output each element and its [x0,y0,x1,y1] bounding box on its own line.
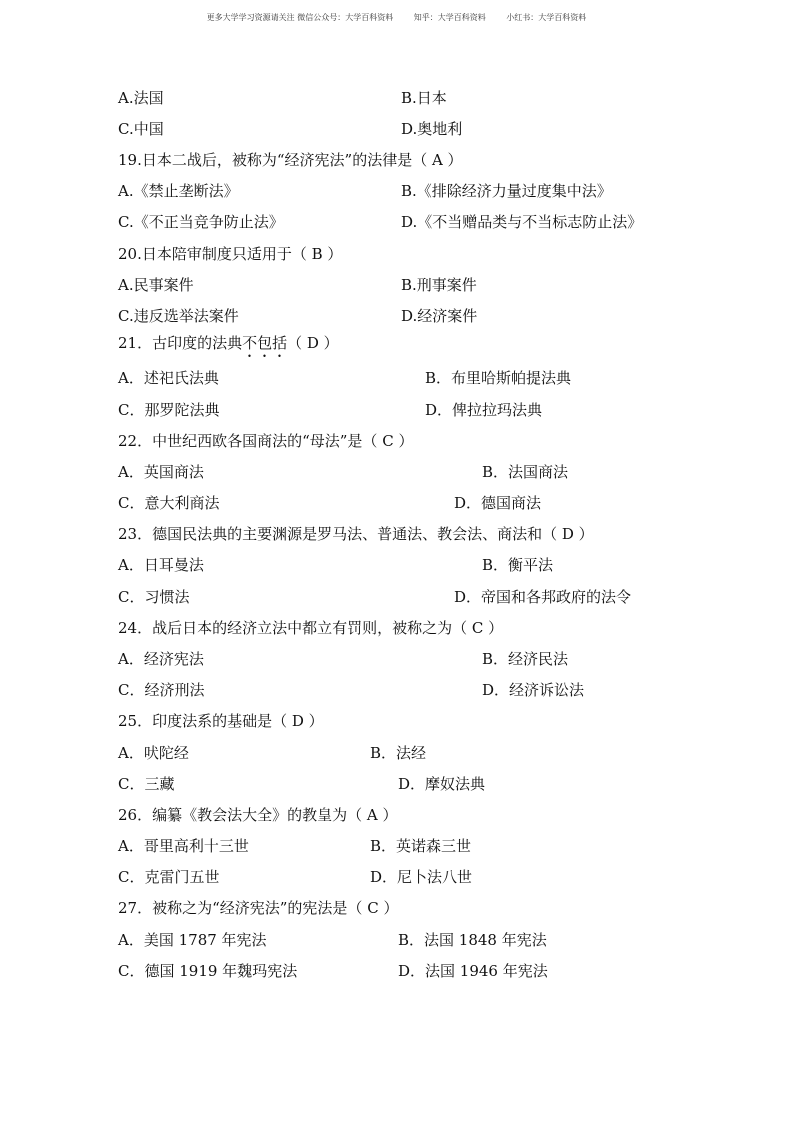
option-d: D.经济案件 [401,307,478,325]
option-a: A．日耳曼法 [118,556,204,574]
option-a: A.《禁止垄断法》 [118,182,239,200]
question-21-text: 21．古印度的法典 [118,334,243,352]
option-b: B．法国商法 [482,463,569,481]
option-c: C．习惯法 [118,588,190,606]
option-d: D．俾拉拉玛法典 [425,401,543,419]
question-25: 25．印度法系的基础是（ D ） [118,712,324,730]
option-a: A．英国商法 [118,463,204,481]
option-b: B.日本 [401,89,447,107]
option-a: A．美国 1787 年宪法 [118,931,267,949]
option-c: C.《不正当竞争防止法》 [118,213,284,231]
option-d: D．尼卜法八世 [370,868,473,886]
option-c: C．意大利商法 [118,494,220,512]
option-d: D.《不当赠品类与不当标志防止法》 [401,213,643,231]
option-a: A．述祀氏法典 [118,369,219,387]
header-wechat-note: 更多大学学习资源请关注 微信公众号：大学百科资料 [206,13,394,22]
question-27: 27．被称之为“经济宪法”的宪法是（ C ） [118,899,399,917]
page-header [0,12,793,23]
option-d: D.奥地利 [401,120,463,138]
option-a: A.民事案件 [118,276,194,294]
option-d: D．法国 1946 年宪法 [398,962,548,980]
option-c: C．经济刑法 [118,681,205,699]
option-b: B．法国 1848 年宪法 [398,931,547,949]
question-21-emphasis: 不包括 [242,334,288,352]
option-a: A．经济宪法 [118,650,204,668]
option-c: C．三藏 [118,775,175,793]
question-24: 24．战后日本的经济立法中都立有罚则，被称之为（ C ） [118,619,504,637]
option-b: B.《排除经济力量过度集中法》 [401,182,612,200]
option-d: D．经济诉讼法 [482,681,585,699]
option-d: D．摩奴法典 [398,775,486,793]
question-19: 19.日本二战后，被称为“经济宪法”的法律是（ A ） [118,151,463,169]
option-c: C.违反选举法案件 [118,307,239,325]
option-b: B．英诺森三世 [370,837,472,855]
question-23: 23．德国民法典的主要渊源是罗马法、普通法、教会法、商法和（ D ） [118,525,594,543]
option-c: C．德国 1919 年魏玛宪法 [118,962,298,980]
question-22: 22．中世纪西欧各国商法的“母法”是（ C ） [118,432,414,450]
option-d: D．德国商法 [454,494,542,512]
option-a: A．哥里高利十三世 [118,837,249,855]
option-a: A.法国 [118,89,164,107]
header-xiaohongshu-note: 小红书：大学百科资料 [506,13,587,22]
option-c: C．那罗陀法典 [118,401,220,419]
question-21-answer: （ D ） [287,334,339,352]
option-b: B．经济民法 [482,650,569,668]
option-b: B．法经 [370,744,427,762]
option-c: C．克雷门五世 [118,868,220,886]
option-b: B．衡平法 [482,556,554,574]
question-20: 20.日本陪审制度只适用于（ B ） [118,245,343,263]
option-a: A．吠陀经 [118,744,189,762]
header-zhihu-note: 知乎：大学百科资料 [413,13,486,22]
option-b: B.刑事案件 [401,276,477,294]
option-c: C.中国 [118,120,164,138]
question-26: 26．编纂《教会法大全》的教皇为（ A ） [118,806,398,824]
option-d: D．帝国和各邦政府的法令 [454,588,632,606]
question-21 [118,333,339,361]
option-b: B．布里哈斯帕提法典 [425,369,572,387]
